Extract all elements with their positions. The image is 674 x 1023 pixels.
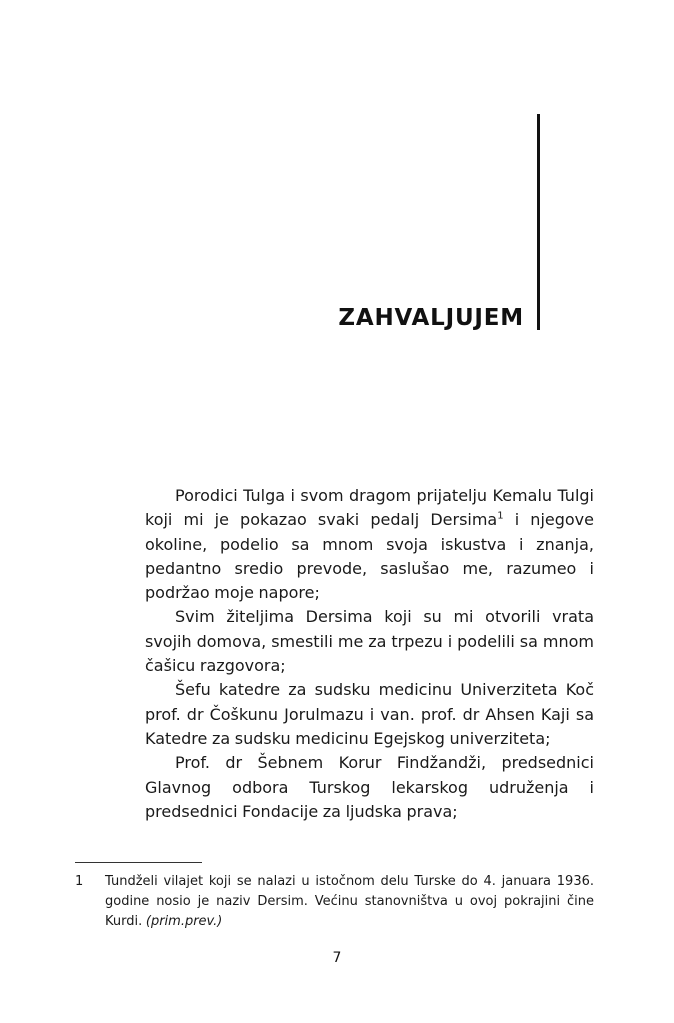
paragraph-text-continued: i njegove okoline, podelio sa mnom svoja iskustva i znanja, pedantno sredio prevode, saslušao me, razumeo i podržao moje napore; [145, 510, 594, 603]
acknowledgements-text [145, 484, 594, 824]
paragraph-dersim-residents: Svim žiteljima Dersima koji su mi otvorili vrata svojih domova, smestili me za trpezu i podelili sa mnom čašicu razgovora; [145, 607, 594, 676]
title-vertical-rule [537, 114, 540, 330]
footnote-text: Tundželi vilajet koji se nalazi u istočnom delu Turske do 4. januara 1936. godine nosio je naziv Dersim. Većinu stanovništva u ovoj pokrajini čine Kurdi. [105, 874, 594, 929]
paragraph-tulga-family [145, 484, 594, 605]
footnote-separator [75, 862, 202, 863]
footnote-translator-note: (prim.prev.) [145, 914, 223, 929]
page-number: 7 [332, 950, 342, 966]
chapter-title: ZAHVALJUJEM [338, 305, 524, 331]
footnote-number: 1 [75, 874, 84, 889]
footnote-body [105, 872, 594, 932]
footnote-reference[interactable]: 1 [497, 510, 504, 522]
footnote [75, 872, 594, 932]
paragraph-medical-association: Prof. dr Šebnem Korur Findžandži, predsednici Glavnog odbora Turskog lekarskog udruženja i predsednici Fondacije za ljudska prava; [145, 753, 594, 821]
paragraph-forensic-medicine: Šefu katedre za sudsku medicinu Univerziteta Koč prof. dr Čoškunu Jorulmazu i van. prof. dr Ahsen Kaji sa Katedre za sudsku medicinu Egejskog univerziteta; [145, 680, 594, 748]
paragraph-text: Porodici Tulga i svom dragom prijatelju Kemalu Tulgi koji mi je pokazao svaki pedalj Dersima [145, 486, 594, 530]
